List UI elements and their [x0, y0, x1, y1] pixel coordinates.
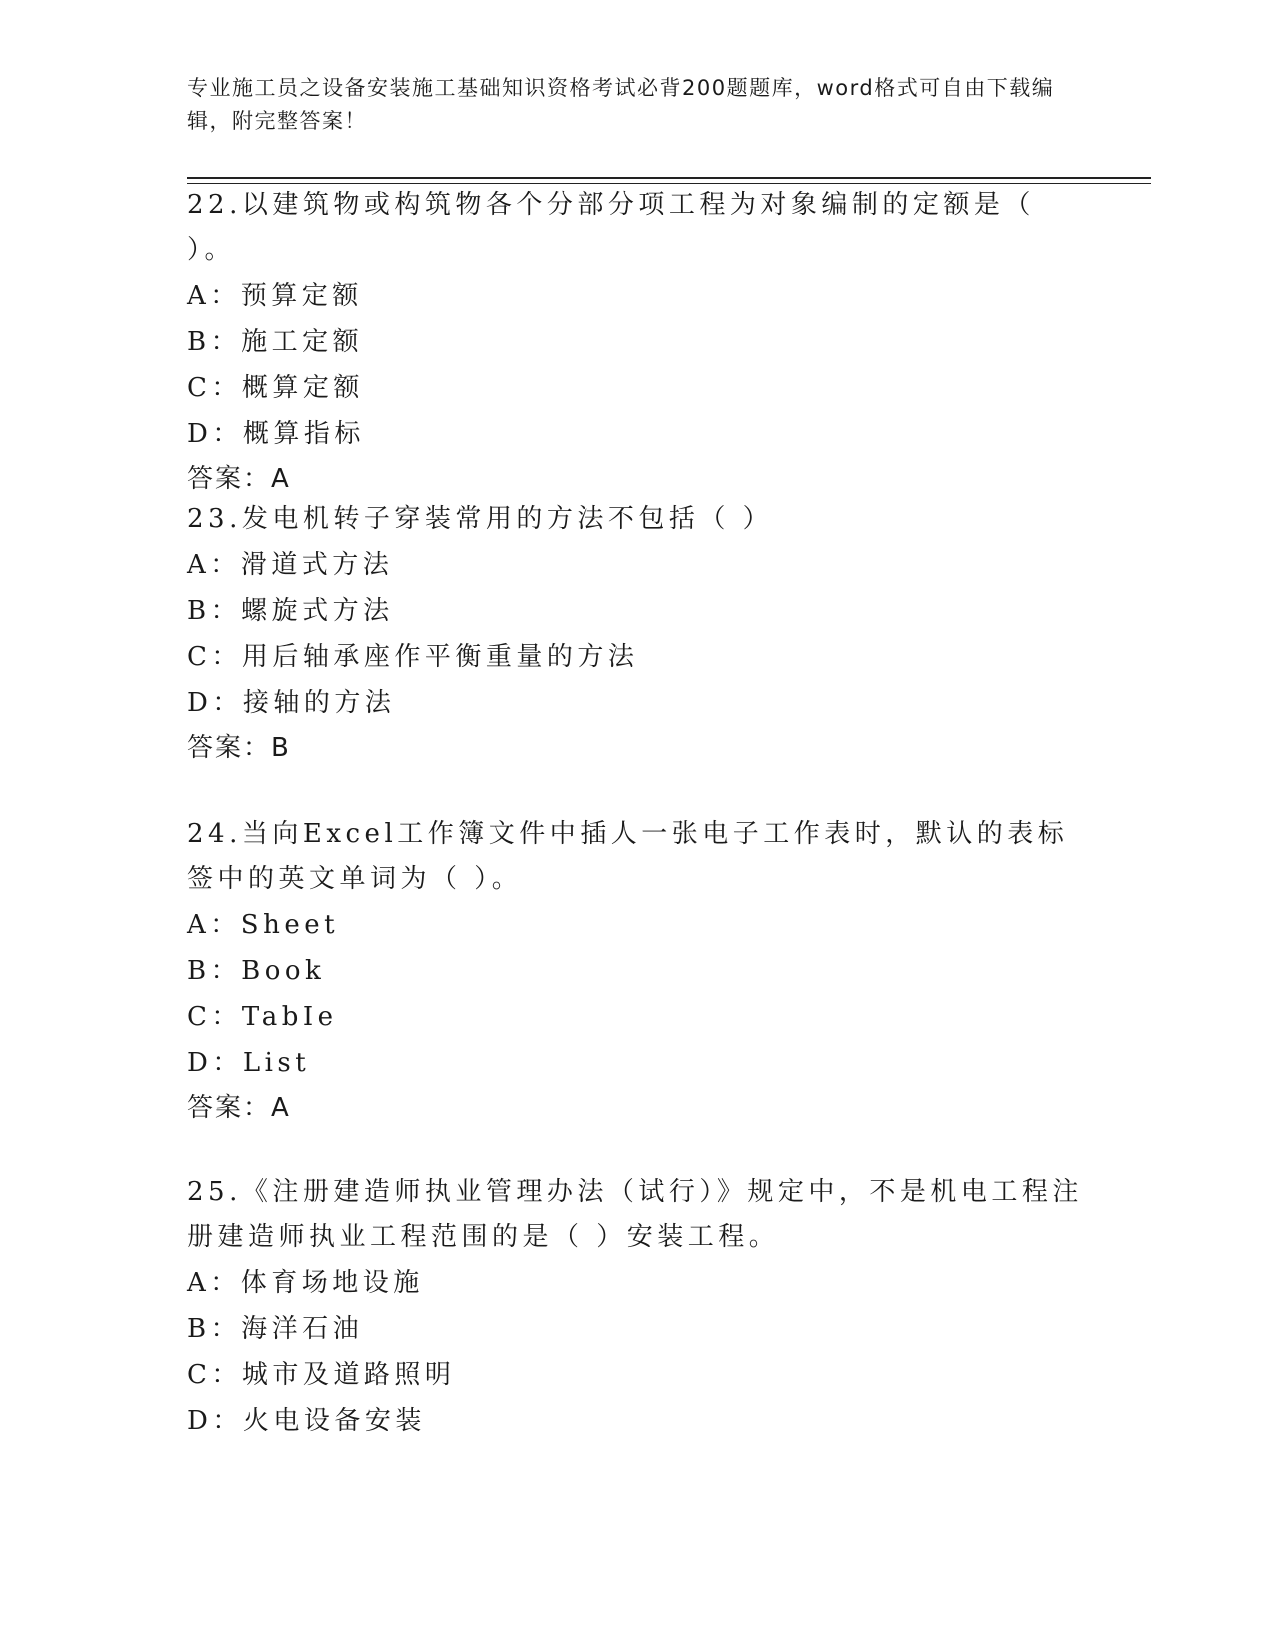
option-c: C：城市及道路照明	[187, 1360, 456, 1390]
option-d: D：List	[187, 1048, 311, 1078]
question-stem: 23.发电机转子穿装常用的方法不包括（ ）	[187, 504, 774, 534]
option-a: A：体育场地设施	[187, 1268, 424, 1298]
option-a: A：滑道式方法	[187, 550, 394, 580]
option-d: D：火电设备安装	[187, 1406, 426, 1436]
option-a: A：预算定额	[187, 281, 363, 311]
option-b: B：施工定额	[187, 327, 364, 357]
option-d: D：概算指标	[187, 419, 365, 449]
document-header: 专业施工员之设备安装施工基础知识资格考试必背200题题库，word格式可自由下载编辑，附完整答案！	[187, 76, 1055, 133]
option-d: D：接轴的方法	[187, 688, 396, 718]
answer-line: 答案：B	[187, 733, 291, 763]
question-stem: 24.当向Excel工作簿文件中插人一张电子工作表时，默认的表标签中的英文单词为（ ）。	[187, 819, 1069, 894]
option-a: A：Sheet	[187, 910, 340, 940]
question-22	[187, 183, 1087, 501]
question-stem: 25.《注册建造师执业管理办法（试行）》规定中，不是机电工程注册建造师执业工程范围的是（ ）安装工程。	[187, 1177, 1083, 1252]
option-c: C：概算定额	[187, 373, 364, 403]
question-24	[187, 812, 1087, 1130]
option-c: C：用后轴承座作平衡重量的方法	[187, 642, 639, 672]
answer-line: 答案：A	[187, 1093, 291, 1123]
question-25	[187, 1170, 1087, 1444]
question-23	[187, 497, 1087, 770]
option-c: C：TabIe	[187, 1002, 338, 1032]
answer-line: 答案：A	[187, 464, 291, 494]
question-stem: 22.以建筑物或构筑物各个分部分项工程为对象编制的定额是（ ）。	[187, 190, 1035, 265]
option-b: B：螺旋式方法	[187, 596, 394, 626]
option-b: B：海洋石油	[187, 1314, 364, 1344]
option-b: B：Book	[187, 956, 326, 986]
header-divider-thick	[187, 177, 1151, 179]
